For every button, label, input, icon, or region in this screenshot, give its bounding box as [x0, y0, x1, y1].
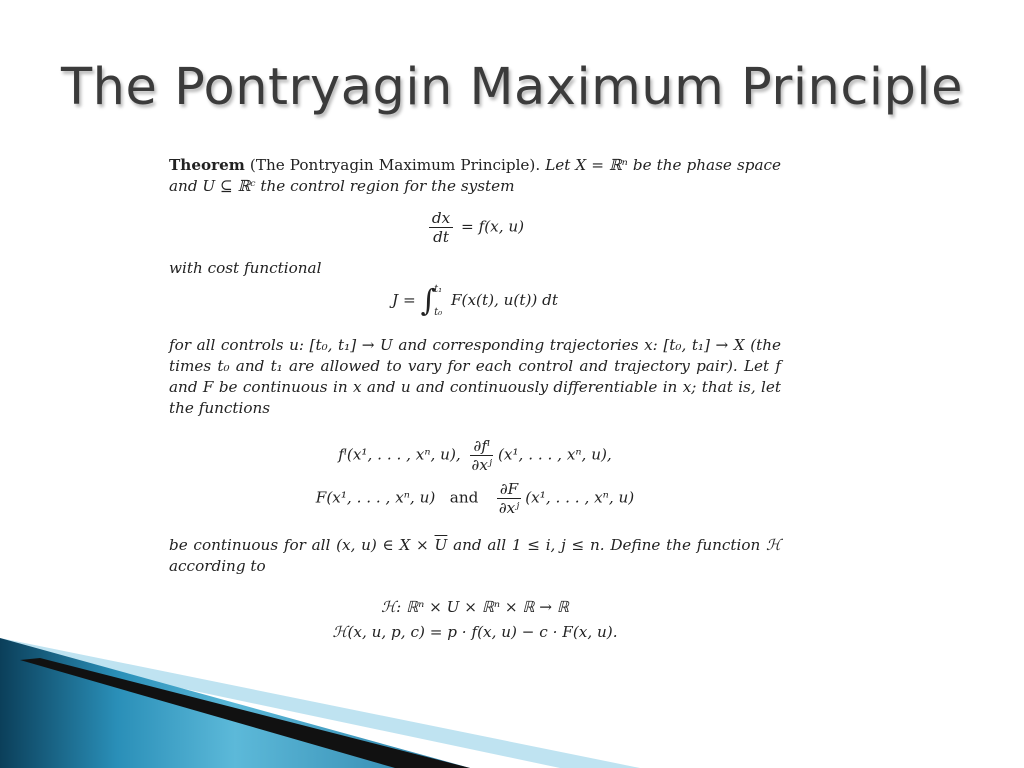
integral-upper: t₁: [434, 284, 443, 295]
functions-row-1: [169, 437, 781, 474]
theorem-block: [169, 155, 781, 643]
slide-title: The Pontryagin Maximum Principle: [61, 58, 963, 117]
integral-limits: [434, 279, 442, 323]
para3-line1-a: be continuous for all (x, u) ∈ X ×: [169, 536, 429, 554]
para2-line4: is, let the functions: [169, 378, 781, 417]
func1: fⁱ(x¹, . . . , xⁿ, u),: [338, 445, 461, 464]
theorem-label: Theorem: [169, 156, 245, 174]
func3: F(x¹, . . . , xⁿ, u): [315, 488, 436, 507]
func2-fraction: [469, 437, 495, 474]
decor-teal-band: [0, 638, 470, 768]
and-word: and: [449, 488, 479, 507]
cost-integrand: F(x(t), u(t)) dt: [451, 291, 558, 309]
func4-fraction: [496, 480, 522, 517]
para-controls: [169, 335, 781, 419]
para2-line2: (the times t₀ and t₁ are allowed to vary for each control and trajectory pair).: [169, 336, 782, 375]
para-continuity: [169, 535, 781, 577]
theorem-intro-line2: space and U ⊆ ℝᶜ the control region for the system: [169, 156, 782, 195]
cost-lhs: J =: [392, 291, 416, 309]
hamiltonian-definition: ℋ(x, u, p, c) = p · f(x, u) − c · F(x, u).: [332, 623, 618, 641]
cost-label: with cost functional: [169, 259, 322, 277]
theorem-intro-tail: Let X = ℝⁿ be the phase: [545, 156, 732, 174]
para3-line1-b: and all 1 ≤ i, j ≤ n. Define the function: [453, 536, 761, 554]
cost-equation: [169, 279, 781, 329]
ode-denominator: dt: [433, 228, 449, 246]
func4-tail: (x¹, . . . , xⁿ, u): [525, 488, 635, 507]
ode-equation: [169, 209, 781, 246]
func2-denominator: ∂xʲ: [471, 456, 492, 474]
para3-line2: ℋ according to: [169, 536, 782, 575]
ode-rhs: = f(x, u): [461, 217, 525, 236]
theorem-name: (The Pontryagin Maximum Principle).: [249, 156, 541, 174]
para2-line3: Let f and F be continuous in x and u and continuously differentiable in x; that: [169, 357, 781, 396]
corner-decoration: [0, 638, 1024, 768]
hamiltonian-map: ℋ: ℝⁿ × U × ℝⁿ × ℝ → ℝ: [381, 598, 569, 616]
func2-tail: (x¹, . . . , xⁿ, u),: [497, 445, 612, 464]
func2-numerator: ∂fⁱ: [470, 437, 493, 456]
functions-row-2: [169, 480, 781, 517]
integral-lower: t₀: [434, 307, 443, 318]
para2-line1: for all controls u: [t₀, t₁] → U and corresponding trajectories x: [t₀, t₁] → X: [169, 336, 745, 354]
func4-numerator: ∂F: [497, 480, 521, 499]
ode-fraction: [429, 209, 453, 246]
func4-denominator: ∂xʲ: [498, 499, 520, 517]
integral-sign: ∫: [420, 283, 437, 319]
u-closure: $\overline{U}$: [434, 536, 448, 554]
theorem-intro: [169, 155, 781, 197]
ode-numerator: dx: [429, 209, 453, 228]
